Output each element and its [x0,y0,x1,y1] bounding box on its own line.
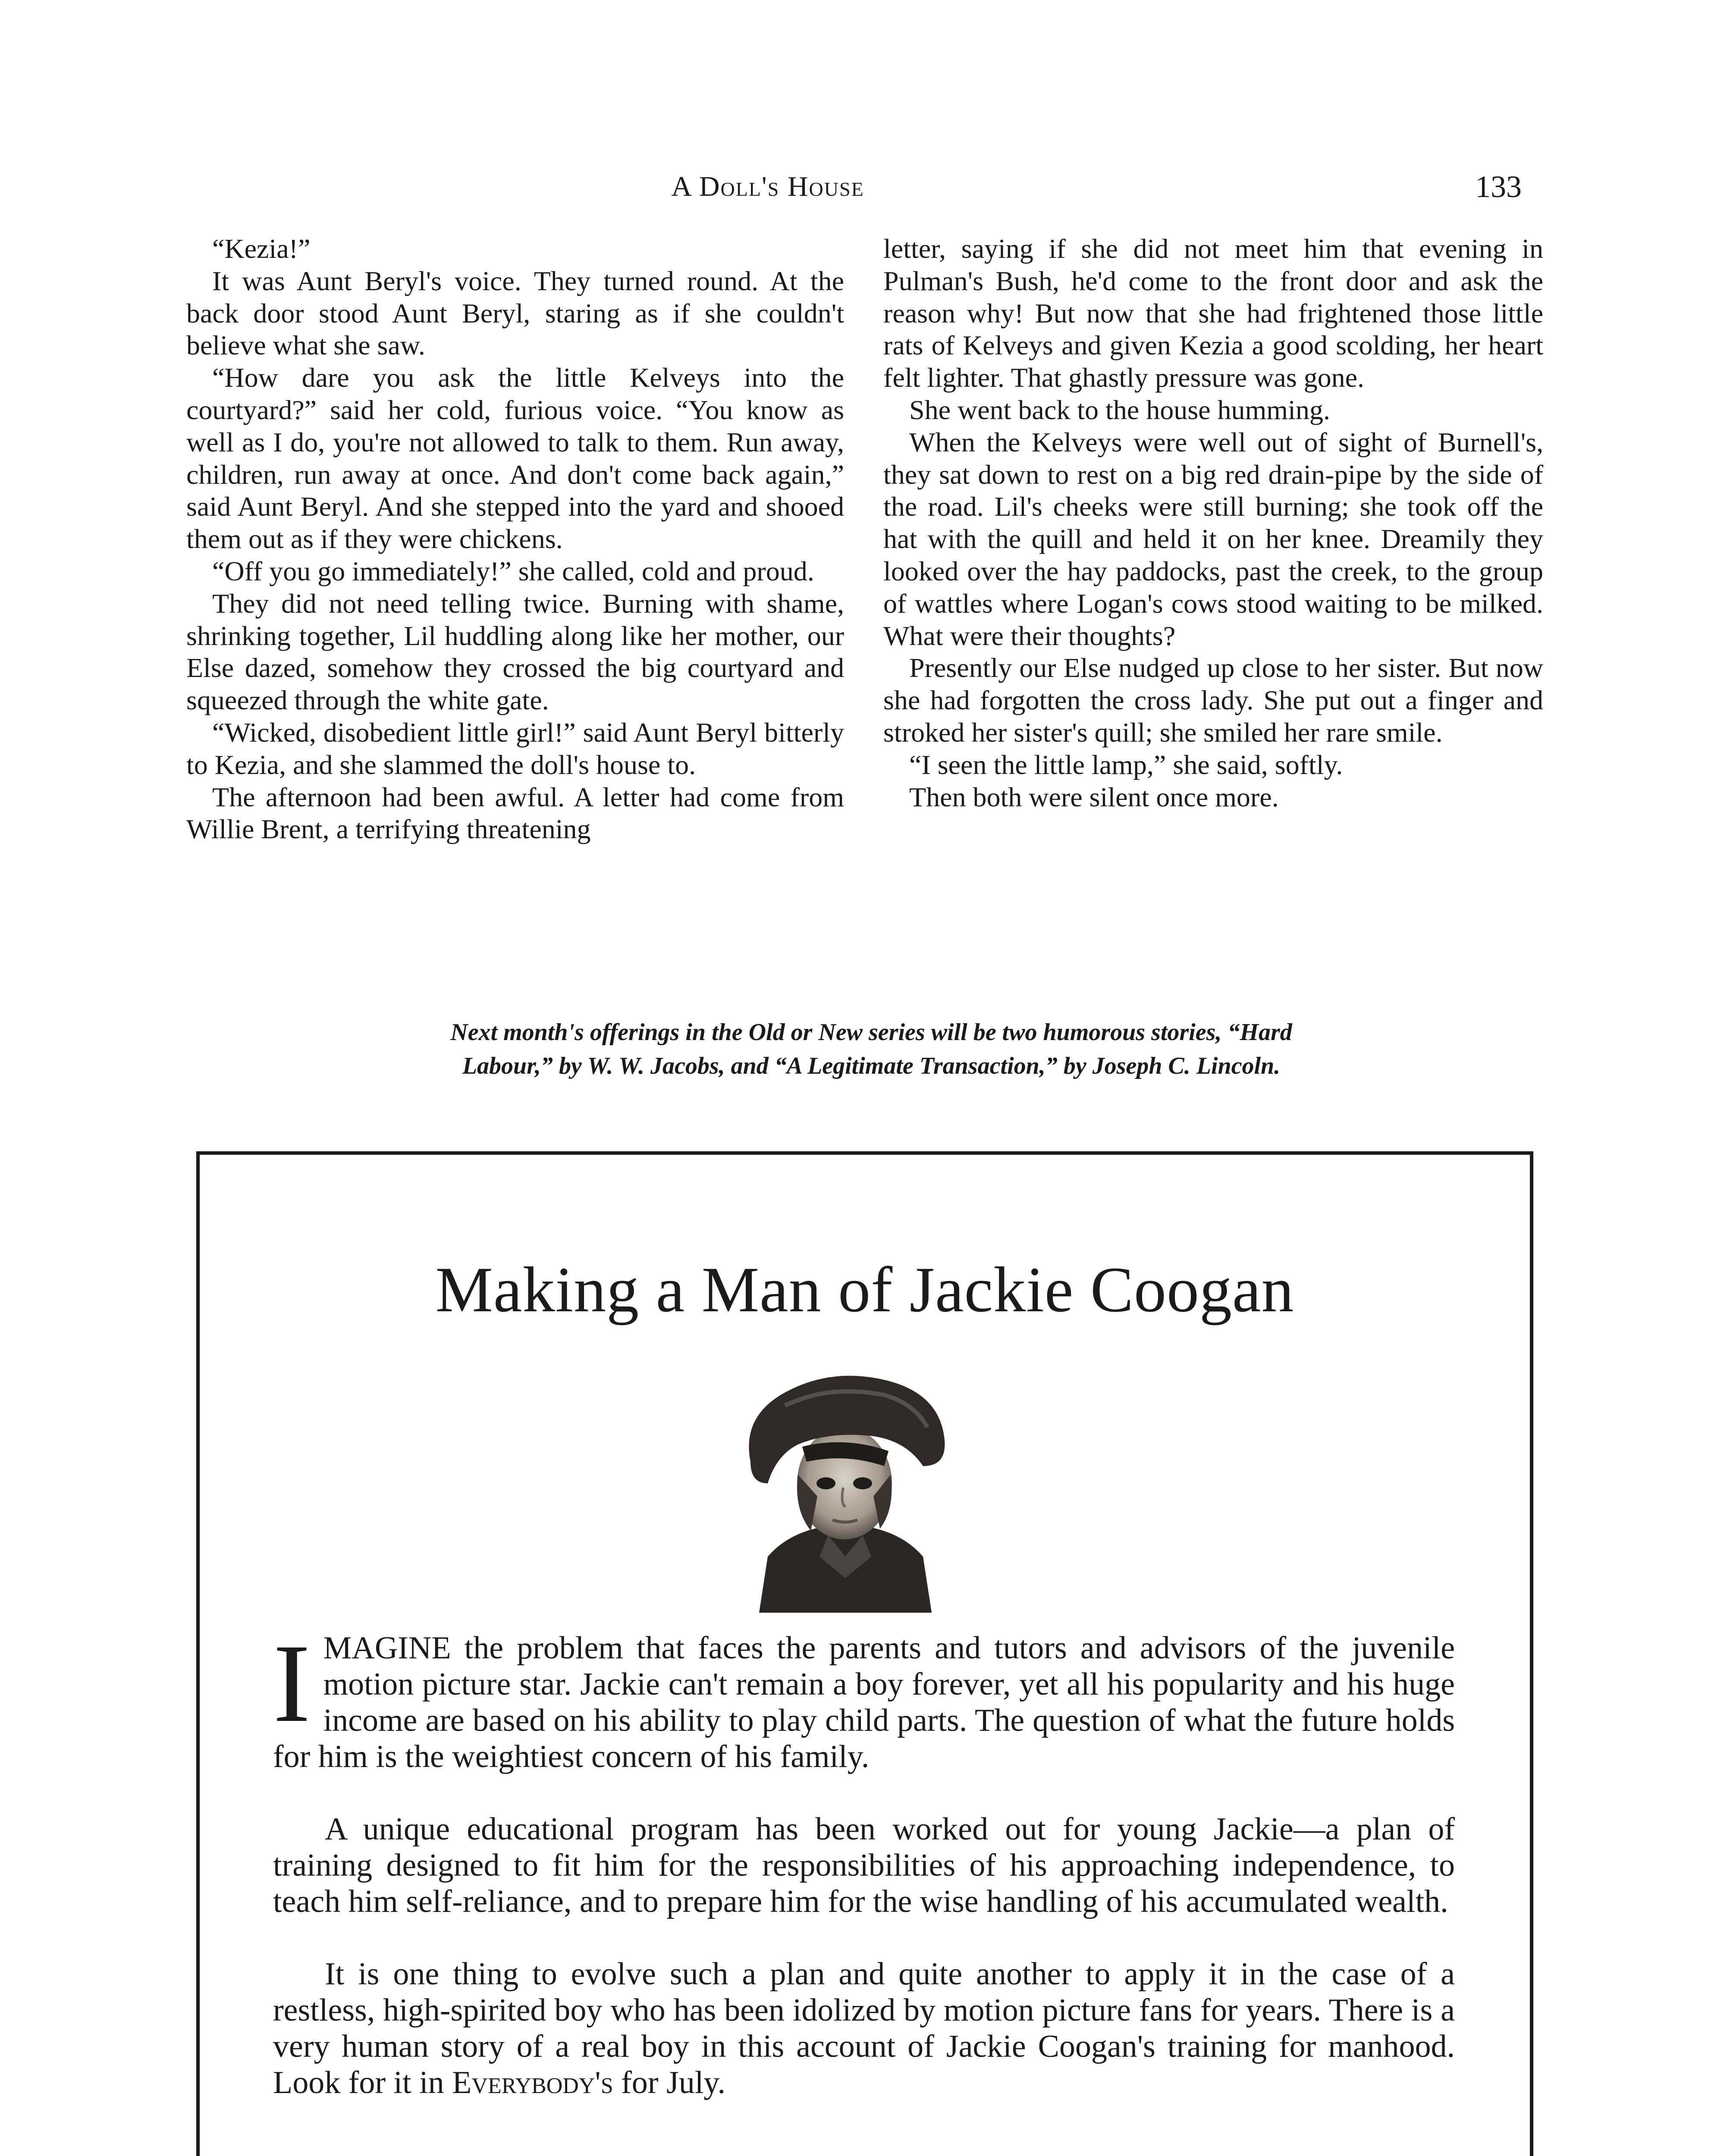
story-paragraph: “Wicked, disobedient little girl!” said Aunt Beryl bitterly to Kezia, and she slammed the doll's house to. [186,717,844,780]
story-paragraph: It was Aunt Beryl's voice. They turned round. At the back door stood Aunt Beryl, staring as if she couldn't believe what she saw. [186,265,844,361]
story-paragraph: “Kezia!” [212,233,311,264]
magazine-name: Everybody's [452,2065,613,2100]
story-column-right [883,233,1543,813]
story-paragraph: “How dare you ask the little Kelveys into the courtyard?” said her cold, furious voice. “You know as well as I do, you're not allowed to talk to them. Run away, children, run away at once. And don't come back again,” said Aunt Beryl. And she stepped into the yard and shooed them out as if they were chickens. [186,362,844,555]
ad-body [273,1621,1455,2137]
story-paragraph: Presently our Else nudged up close to her sister. But now she had forgotten the cross lady. She put out a finger and stroked her sister's quill; she smiled her rare smile. [883,652,1543,748]
page-number: 133 [1475,169,1522,204]
ad-paragraph-text: MAGINE the problem that faces the parents and tutors and advisors of the juvenile motion picture star. Jackie can't remain a boy forever, yet all his popularity and his huge income are based on his ability to play child parts. The question of what the future holds for him is the weightiest concern of his family. [273,1630,1455,1774]
next-month-notice [276,1015,1466,1083]
ad-paragraph [273,1956,1455,2101]
story-paragraph: Then both were silent once more. [909,781,1279,812]
story-paragraph: letter, saying if she did not meet him that evening in Pulman's Bush, he'd come to the front door and ask the reason why! But now that she had frightened those little rats of Kelveys and given Kezia a good scolding, her heart felt lighter. That ghastly pressure was gone. [883,233,1543,393]
notice-line: Labour,” by W. W. Jacobs, and “A Legitimate Transaction,” by Joseph C. Lincoln. [462,1053,1281,1079]
story-paragraph: The afternoon had been awful. A letter had come from Willie Brent, a terrifying threatening [186,781,844,845]
story-paragraph: She went back to the house humming. [909,394,1330,425]
story-column-left [186,233,844,846]
ad-paragraph-text: It is one thing to evolve such a plan and quite another to apply it in the case of a restless, high-spirited boy who has been idolized by motion picture fans for years. There is a very human story of a real boy in this account of Jackie Coogan's training for manhood. Look for it in [273,1956,1455,2100]
jackie-coogan-portrait [742,1354,949,1613]
running-title: A Doll's House [671,171,864,202]
story-paragraph: They did not need telling twice. Burning with shame, shrinking together, Lil huddling along like her mother, our Else dazed, somehow they crossed the big courtyard and squeezed through the white gate. [186,588,844,716]
ad-paragraph-text: for July. [613,2065,725,2100]
ad-title: Making a Man of Jackie Coogan [435,1254,1294,1326]
story-paragraph: “Off you go immediately!” she called, cold and proud. [212,555,814,586]
drop-cap: I [273,1621,311,1745]
ad-paragraph [273,1621,1455,1775]
story-paragraph: “I seen the little lamp,” she said, softly. [909,749,1343,780]
story-paragraph: When the Kelveys were well out of sight of Burnell's, they sat down to rest on a big red drain-pipe by the side of the road. Lil's cheeks were still burning; she took off the hat with the quill and held it on her knee. Dreamily they looked over the hay paddocks, past the creek, to the group of wattles where Logan's cows stood waiting to be milked. What were their thoughts? [883,426,1543,651]
ad-paragraph: A unique educational program has been worked out for young Jackie—a plan of training designed to fit him for the responsibilities of his approaching independence, to teach him self-reliance, and to prepare him for the wise handling of his accumulated wealth. [273,1811,1455,1919]
notice-line: Next month's offerings in the Old or New series will be two humorous stories, “Hard [450,1019,1292,1046]
